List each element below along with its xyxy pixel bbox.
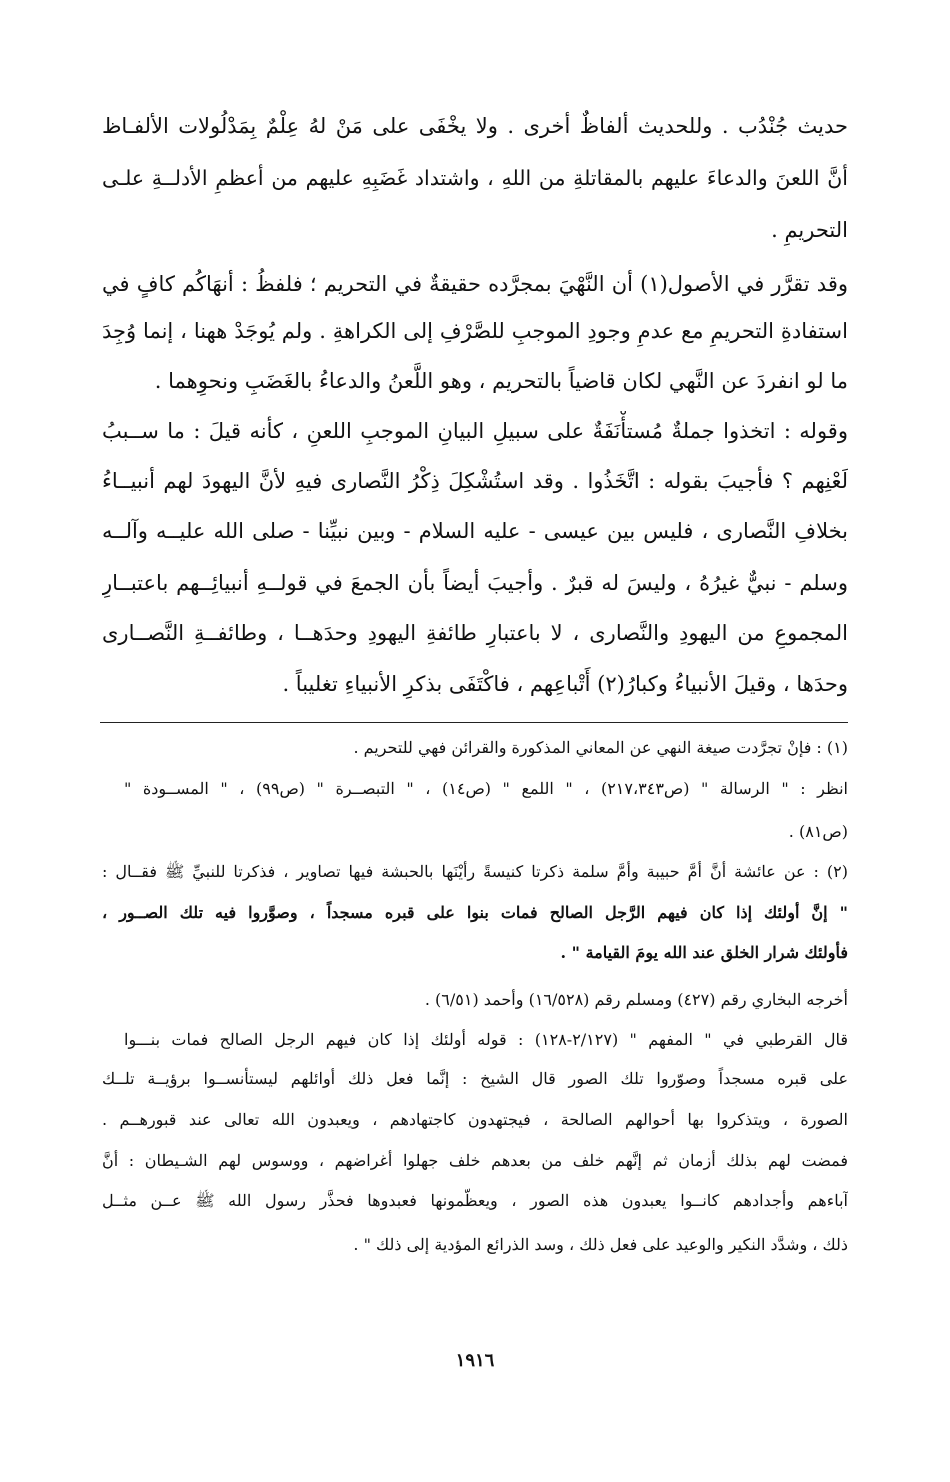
footnote-line: (١) : فإنْ تجرَّدت صيغة النهي عن المعاني المذكورة والقرائن فهي للتحريم .: [353, 738, 848, 757]
footnote-line: على قبره مسجداً وصوّروا تلك الصور قال الشيخ : إنَّما فعل ذلك أوائلهم ليستأنســوا برؤيــة تلــك: [102, 1069, 848, 1088]
body-line: بخلافِ النَّصارى ، فليس بين عيسى - عليه السلام - وبين نبيِّنا - صلى الله عليــه وآلــه: [102, 519, 848, 543]
body-line: التحريمِ .: [771, 218, 848, 242]
body-line: وحدَها ، وقيلَ الأنبياءُ وكبارُ(٢) أَتْباعِهم ، فاكْتَفَى بذكرِ الأنبياءِ تغليباً .: [282, 672, 848, 696]
body-line: وسلم - نبيٌّ غيرُهُ ، وليسَ له قبرٌ . وأجيبَ أيضاً بأن الجمعَ في قولــهِ أنبيائِــهم باعتبــارِ: [102, 571, 848, 595]
footnote-line: ذلك ، وشدَّد النكير والوعيد على فعل ذلك ، وسد الذرائع المؤدية إلى ذلك " .: [353, 1235, 848, 1254]
footnote-line: فمضت لهم بذلك أزمان ثم إنَّهم خلف من بعدهم خلف جهلوا أغراضهم ، ووسوس لهم الشـيطان : أنَّ: [102, 1151, 848, 1170]
footnote-line: (٢) : عن عائشة أنَّ أمَّ حبيبة وأمَّ سلمة ذكرتا كنيسةً رأيْنَها بالحبشة فيها تصاوير ، فذكرتا للنبيِّ ﷺ فقــال :: [102, 862, 848, 881]
footnote-line: (ص٨١) .: [788, 822, 848, 841]
body-line: المجموعِ من اليهودِ والنَّصارى ، لا باعتبارِ طائفةِ اليهودِ وحدَهــا ، وطائفــةِ النَّصــارى: [102, 621, 848, 645]
body-line: وقد تقرَّر في الأصول(١) أن النَّهْيَ بمجرَّده حقيقةٌ في التحريم ؛ فلفظُ : أنهَاكُم كافٍ في: [102, 272, 848, 296]
footnote-line: آباءهم وأجدادهم كانــوا يعبدون هذه الصور ، ويعظّمونها فعبدوها فحذَّر رسول الله ﷺ عــن مثــل: [102, 1191, 848, 1210]
page-number: ١٩١٦: [455, 1350, 495, 1371]
body-line: استفادةِ التحريمِ مع عدمِ وجودِ الموجبِ للصَّرْفِ إلى الكراهةِ . ولم يُوجَدْ ههنا ، إنما وُجِدَ: [102, 319, 848, 343]
body-line: حديث جُنْدُب . وللحديث ألفاظٌ أخرى . ولا يخْفَى على مَنْ لهُ عِلْمٌ بِمَدْلُولات الألفـاظ: [102, 114, 848, 138]
footnote-divider: [100, 722, 848, 723]
body-line: وقوله : اتخذوا جملةٌ مُستأْنَفَةٌ على سبيلِ البيانِ الموجبِ اللعنِ ، كأنه قيلَ : ما ســببُ: [102, 419, 848, 443]
body-line: ما لو انفردَ عن النَّهي لكان قاضياً بالتحريم ، وهو اللَّعنُ والدعاءُ بالغَضَبِ ونحوِهما .: [154, 369, 848, 393]
footnote-line: الصورة ، ويتذكروا بها أحوالهم الصالحة ، فيجتهدون كاجتهادهم ، ويعبدون الله تعالى عند قبورهــم .: [102, 1110, 848, 1129]
footnote-quote-line: " إنَّ أولئك إذا كان فيهم الرَّجل الصالح فمات بنوا على قبره مسجداً ، وصوَّروا فيه تلك الصــور ،: [102, 903, 848, 922]
footnote-quote-line: فأولئك شرار الخلق عند الله يومَ القيامة " .: [560, 943, 848, 962]
body-line: أنَّ اللعنَ والدعاءَ عليهم بالمقاتلةِ من اللهِ ، واشتداد غَضَبِهِ عليهم من أعظمِ الأدلــةِ علـى: [102, 166, 848, 190]
footnote-line: انظر : " الرسالة " (ص٢١٧،٣٤٣) ، " اللمع " (ص١٤) ، " التبصــرة " (ص٩٩) ، " المســودة ": [124, 779, 848, 798]
footnote-line: قال القرطبي في " المفهم " (٢/١٢٧-١٢٨) : قوله أولئك إذا كان فيهم الرجل الصالح فمات بنـــوا: [124, 1030, 848, 1049]
footnote-source-line: أخرجه البخاري رقم (٤٢٧) ومسلم رقم (١٦/٥٢٨) وأحمد (٦/٥١) .: [424, 990, 848, 1009]
body-line: لَعْنِهم ؟ فأجيبَ بقوله : اتَّخَذُوا . وقد استُشْكِلَ ذِكْرُ النَّصارى فيهِ لأنَّ اليهودَ لهم أنبيــاءُ: [102, 469, 848, 493]
